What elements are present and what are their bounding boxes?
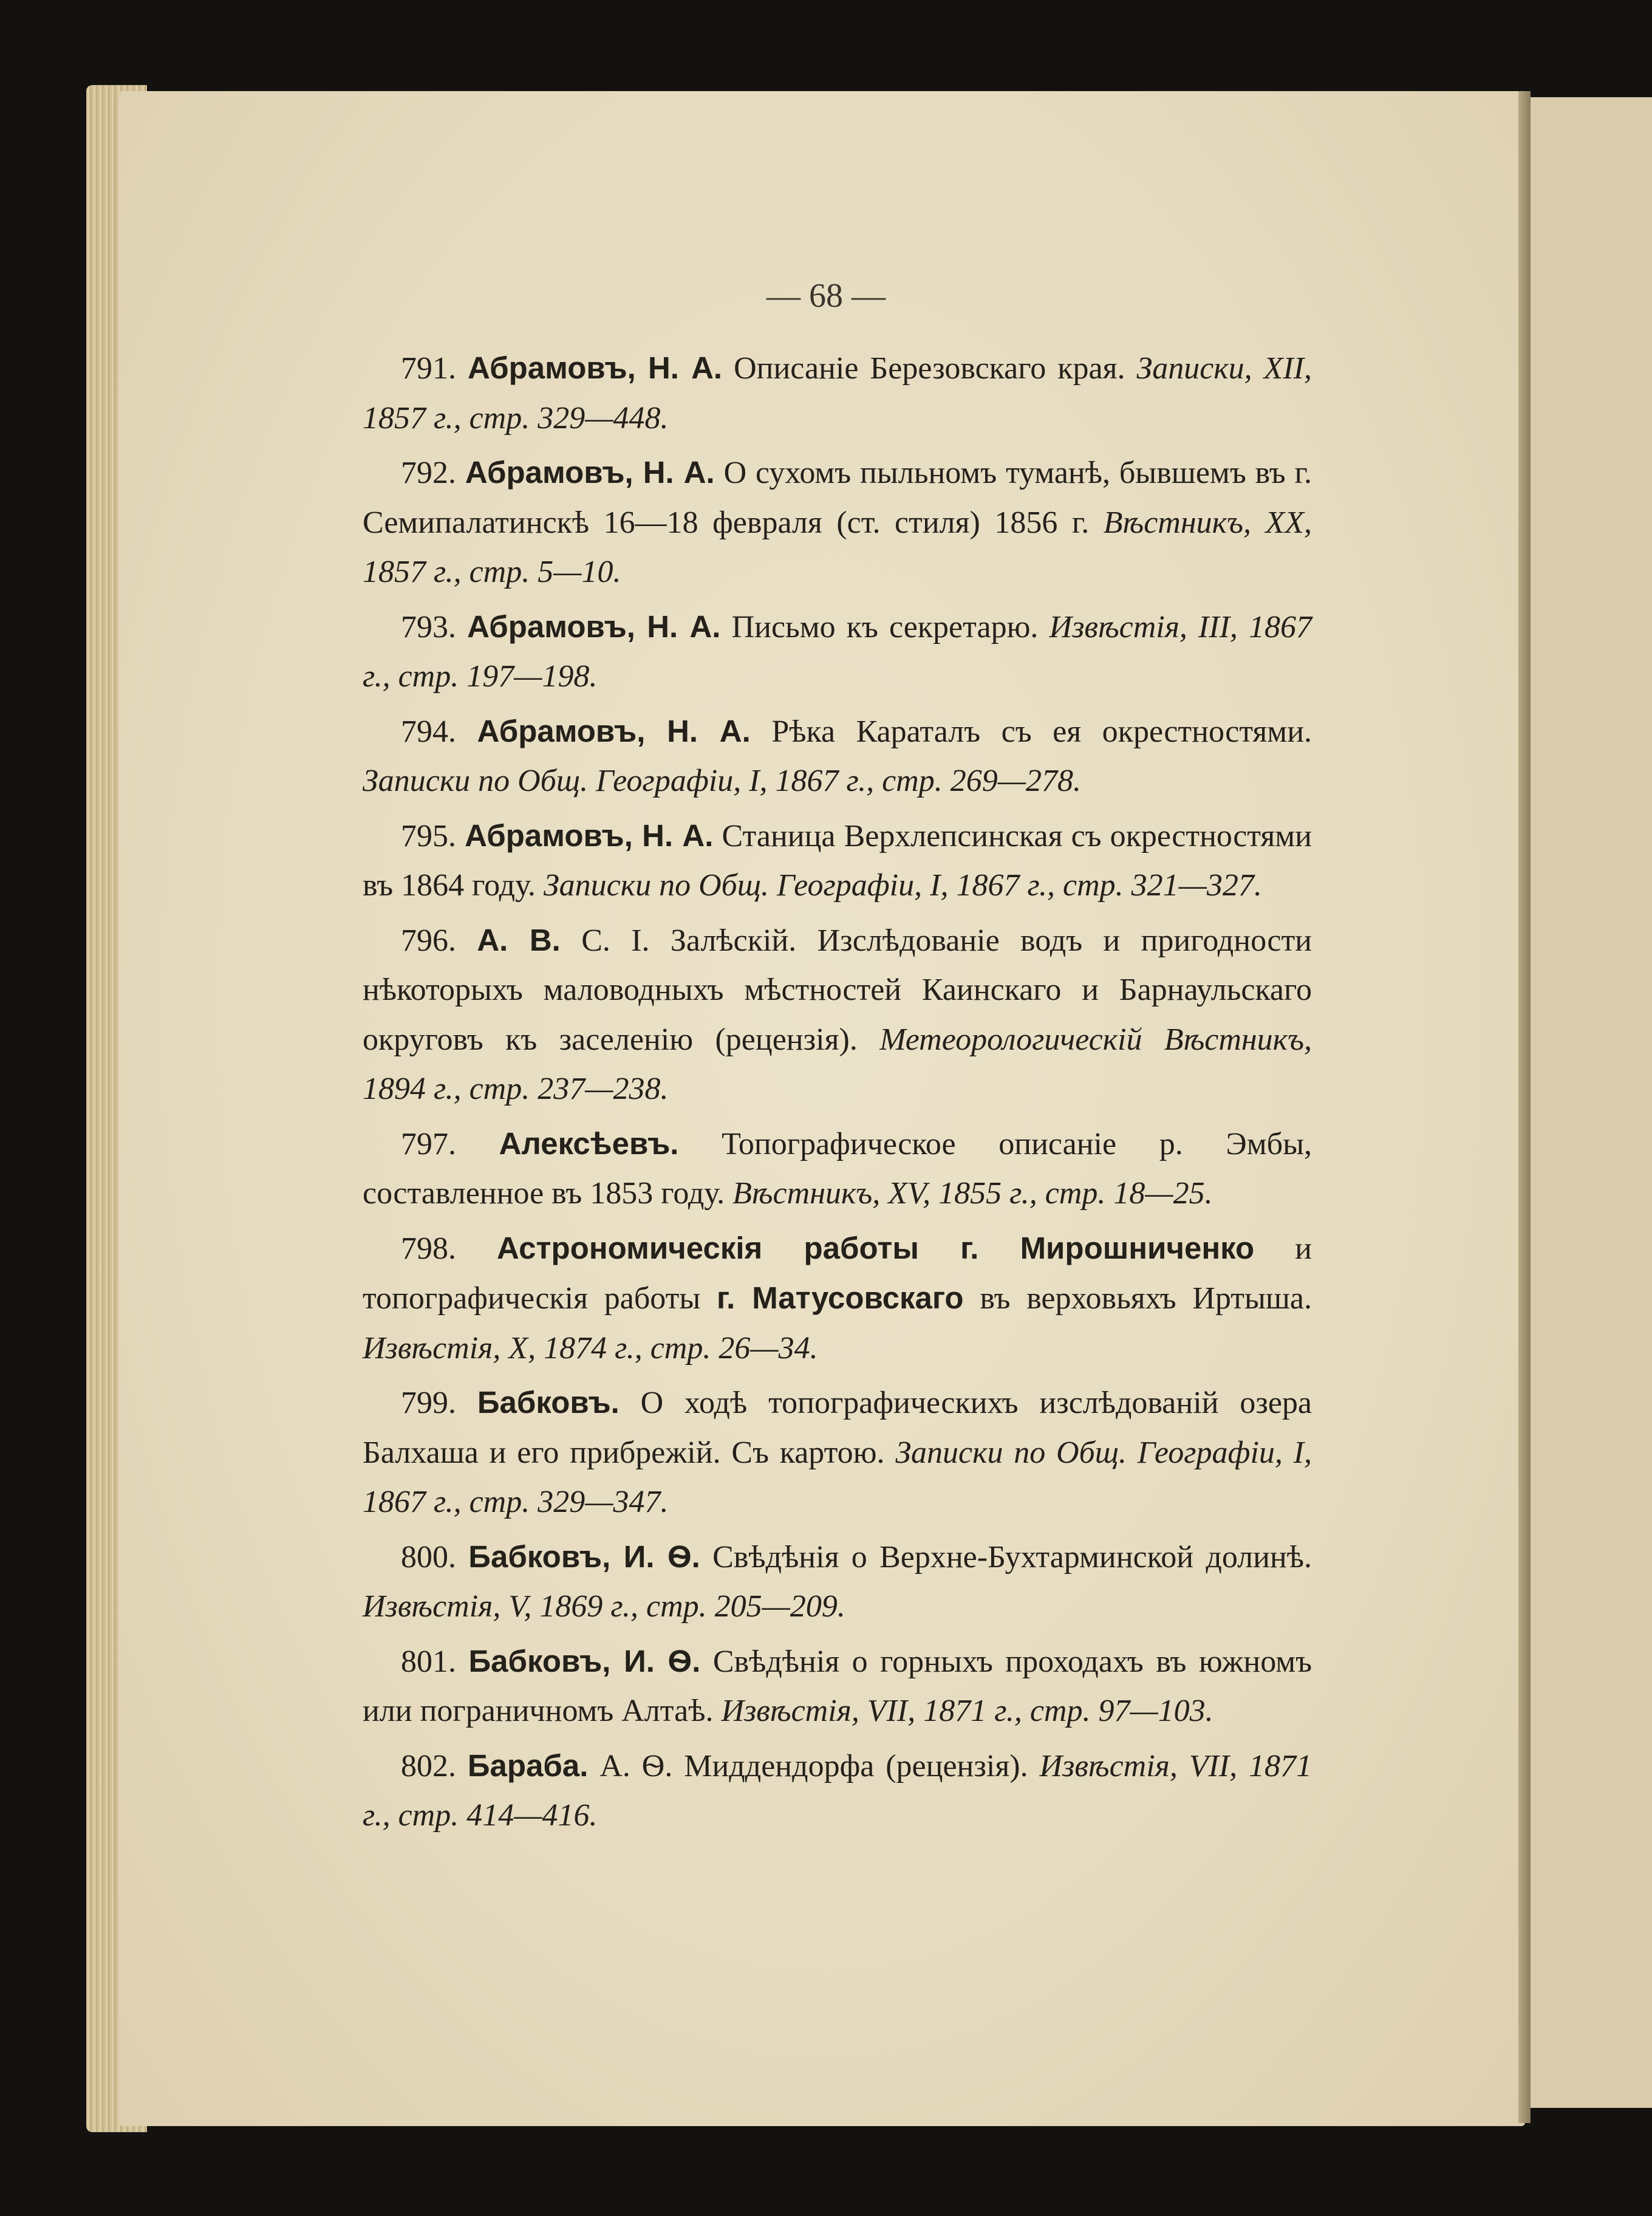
entry-source: Записки по Общ. Географіи, I, 1867 г., стр. 321—327.	[543, 868, 1262, 903]
entry-title: Станица Верхлепсинская съ окрестностями въ 1864 году.	[363, 818, 1312, 903]
entry-793	[363, 602, 1312, 702]
entry-author: Астрономическія работы г. Мирошниченко	[497, 1230, 1255, 1265]
entry-author-2: г. Матусовскаго	[717, 1281, 964, 1315]
entry-author: Абрамовъ, Н. А.	[465, 455, 715, 490]
entry-802	[363, 1741, 1312, 1841]
entry-source: Записки, XII, 1857 г., стр. 329—448.	[363, 351, 1312, 436]
entry-source: Записки по Общ. Географіи, I, 1867 г., стр. 329—347.	[363, 1435, 1312, 1519]
entry-title: Свѣдѣнія о Верхне-Бухтарминской долинѣ.	[700, 1539, 1312, 1575]
entry-number: 801.	[401, 1644, 456, 1679]
entry-number: 798.	[401, 1231, 456, 1266]
entry-title: Рѣка Караталъ съ ея окрестностями.	[750, 714, 1312, 749]
entry-number: 792.	[401, 456, 456, 490]
entry-number: 802.	[401, 1748, 456, 1783]
entry-number: 794.	[401, 714, 456, 749]
entry-792	[363, 448, 1312, 597]
entry-title: А. Ѳ. Миддендорфа (рецензія).	[588, 1748, 1040, 1783]
entry-title: С. I. Залѣскій. Изслѣдованіе водъ и пригодности нѣкоторыхъ маловодныхъ мѣстностей Каинскаго и Барнаульскаго округовъ къ заселенію (рецензія).	[363, 923, 1312, 1057]
entry-source: Извѣстія, VII, 1871 г., стр. 97—103.	[721, 1694, 1213, 1728]
entry-author: Бабковъ, И. Ѳ.	[468, 1643, 701, 1678]
entry-number: 799.	[401, 1386, 456, 1420]
entry-798	[363, 1223, 1312, 1373]
entry-title: О ходѣ топографическихъ изслѣдованій озера Балхаша и его прибрежій. Съ картою.	[363, 1386, 1312, 1470]
entry-number: 791.	[401, 351, 456, 386]
entry-800	[363, 1532, 1312, 1632]
entry-author: А. В.	[477, 922, 561, 957]
entry-source: Извѣстія, X, 1874 г., стр. 26—34.	[363, 1330, 818, 1366]
entry-number: 795.	[401, 818, 456, 853]
entry-title: Описаніе Березовскаго края.	[722, 351, 1137, 386]
entry-794	[363, 706, 1312, 806]
entry-title-2: въ верховьяхъ Иртыша.	[963, 1281, 1312, 1316]
entry-title: Свѣдѣнія о горныхъ проходахъ въ южномъ или пограничномъ Алтаѣ.	[363, 1644, 1312, 1728]
entry-author: Абрамовъ, Н. А.	[467, 609, 721, 644]
bibliography-entries	[363, 343, 1312, 1845]
facing-page	[1531, 97, 1652, 2108]
entry-source: Извѣстія, VII, 1871 г., стр. 414—416.	[363, 1748, 1312, 1833]
entry-title: Топографическое описаніе р. Эмбы, составленное въ 1853 году.	[363, 1126, 1312, 1211]
entry-author: Бабковъ.	[477, 1385, 620, 1420]
entry-source: Извѣстія, V, 1869 г., стр. 205—209.	[363, 1589, 845, 1624]
entry-author: Абрамовъ, Н. А.	[465, 818, 714, 853]
entry-795	[363, 811, 1312, 911]
entry-source: Извѣстія, III, 1867 г., стр. 197—198.	[363, 609, 1312, 694]
book-gutter	[1518, 91, 1531, 2123]
entry-author: Абрамовъ, Н. А.	[467, 351, 723, 385]
entry-801	[363, 1636, 1312, 1736]
entry-796	[363, 915, 1312, 1114]
entry-source: Метеорологическій Вѣстникъ, 1894 г., стр. 237—238.	[363, 1022, 1312, 1106]
entry-title: Письмо къ секретарю.	[720, 609, 1050, 645]
entry-title: О сухомъ пыльномъ туманѣ, бывшемъ въ г. Семипалатинскѣ 16—18 февраля (ст. стиля) 1856 г.	[363, 456, 1312, 540]
entry-number: 796.	[401, 923, 456, 958]
entry-797	[363, 1119, 1312, 1219]
entry-source: Вѣстникъ, XV, 1855 г., стр. 18—25.	[732, 1176, 1213, 1211]
entry-791	[363, 343, 1312, 443]
entry-number: 797.	[401, 1126, 456, 1161]
entry-author: Бараба.	[467, 1748, 589, 1783]
entry-source: Вѣстникъ, XX, 1857 г., стр. 5—10.	[363, 505, 1312, 589]
entry-author: Абрамовъ, Н. А.	[477, 713, 751, 748]
entry-source: Записки по Общ. Географіи, I, 1867 г., стр. 269—278.	[363, 764, 1081, 798]
entry-author: Бабковъ, И. Ѳ.	[468, 1539, 700, 1574]
entry-number: 793.	[401, 609, 456, 645]
entry-title: и топографическія работы	[363, 1231, 1312, 1316]
entry-author: Алексѣевъ.	[499, 1126, 679, 1161]
page-number: — 68 —	[766, 277, 886, 315]
entry-799	[363, 1378, 1312, 1527]
entry-number: 800.	[401, 1539, 456, 1575]
